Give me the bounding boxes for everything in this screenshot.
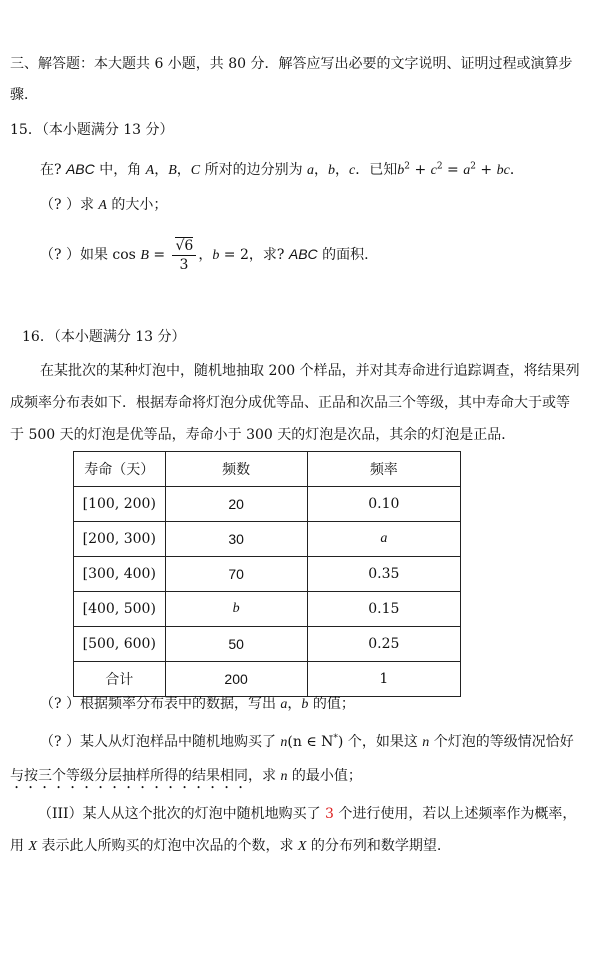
var-X: X [28,839,38,854]
table-row [74,592,461,627]
q16-part3-line2 [10,836,441,857]
q16-part1-text: （? ）根据频率分布表中的数据，写出 [40,696,281,712]
table-row [74,487,461,522]
q16-part3-text: 用 [10,838,29,854]
q16-part3-line1 [38,804,576,824]
var-A: A [98,198,107,213]
q15-part2-text: （? ）如果 cos [40,247,141,263]
frequency-table [73,451,461,697]
var-b: b [212,248,220,263]
q15-part1 [40,195,167,216]
table-cell: [100, 200) [74,487,166,522]
eq-equals: = [442,162,464,178]
table-cell: 70 [165,557,307,592]
table-cell: 0.10 [307,487,460,522]
table-cell: 合计 [74,662,166,697]
table-cell: 0.25 [307,627,460,662]
table-cell: 30 [165,522,307,557]
q15-stem [40,159,524,181]
emphasized-text: 与按三个等级分层抽样所得的结果相同 [10,768,248,784]
paren-close: ) [337,734,344,750]
table-cell: 20 [165,487,307,522]
table-cell: 0.35 [307,557,460,592]
var-b: b [328,163,336,178]
table-cell: 200 [165,662,307,697]
eq-a: a [463,163,471,178]
q15-part1-text: 的大小； [106,197,168,213]
fraction-denominator: 3 [179,256,189,273]
var-a: a [280,697,288,712]
table-cell: [400, 500) [74,592,166,627]
eq-c: c [430,163,437,178]
q15-part2 [40,234,369,274]
table-header-row [74,452,461,487]
table-cell: 50 [165,627,307,662]
fraction-sqrt6-over-3 [172,237,197,274]
q16-part2-text: ，求 [248,768,281,784]
comma: ， [154,162,169,178]
q16-part1 [40,694,355,715]
table-row [74,557,461,592]
q16-part2-text: 的最小值； [287,768,362,784]
eq-equals: = [148,247,170,263]
q15-stem-text: 在? [40,162,66,178]
period: ． [509,162,524,178]
q16-intro-line3: 于 500 天的灯泡是优等品，寿命小于 300 天的灯泡是次品，其余的灯泡是正品． [10,427,516,443]
section-heading-cont: 骤． [10,87,38,103]
section-heading: 三、解答题：本大题共 6 小题，共 80 分．解答应写出必要的文字说明、证明过程或演算步 [10,56,573,72]
q15-stem-text: 中，角 [94,162,146,178]
var-X: X [297,839,307,854]
comma: ， [335,162,350,178]
q16-part2-line1 [40,732,574,753]
superscript-star: * [333,733,338,744]
table-cell: b [165,592,307,627]
table-row [74,522,461,557]
comma: ， [198,247,213,263]
table-cell: a [307,522,460,557]
q16-part3-text: （III）某人从这个批次的灯泡中随机地购买了 [38,806,326,822]
q16-part2-text: （? ）某人从灯泡样品中随机地购买了 [40,734,281,750]
q15-stem-text: 所对的边分别为 [200,162,308,178]
var-A: A [145,163,155,178]
var-C: C [190,163,201,178]
table-row [74,662,461,697]
var-n: n [422,735,430,750]
q16-part1-text: 的值； [308,696,355,712]
table-header-cell: 寿命（天） [74,452,166,487]
q16-part3-text: 个进行使用，若以上述频率作为概率， [333,806,577,822]
triangle-abc: ABC [288,246,318,262]
table-row [74,627,461,662]
var-B: B [168,163,177,178]
eq-plus: + [475,162,497,178]
highlighted-number: 3 [325,806,334,822]
q15-part2-text: ，求? [248,247,289,263]
comma: ， [314,162,329,178]
table-header-cell: 频数 [165,452,307,487]
q15-header: 15．（本小题满分 13 分） [10,122,174,138]
n-in-naturals: (n ∈ N [287,734,334,750]
table-cell: [200, 300) [74,522,166,557]
q15-stem-text: ．已知 [355,162,398,178]
q15-part1-text: （? ）求 [40,197,99,213]
eq-sq: 2 [470,161,476,172]
var-c: c [349,163,356,178]
q16-part2-text: 个，如果这 [343,734,423,750]
q16-part3-text: 表示此人所购买的灯泡中次品的个数，求 [37,838,298,854]
eq-b-value: = 2 [219,247,249,263]
q15-part2-text: 的面积. [317,247,369,263]
q16-part3-text: 的分布列和数学期望. [306,838,442,854]
table-header-cell: 频率 [307,452,460,487]
var-b: b [301,697,309,712]
comma: ， [287,696,302,712]
q16-intro-line2: 成频率分布表如下．根据寿命将灯泡分成优等品、正品和次品三个等级，其中寿命大于或等 [10,395,570,411]
comma: ， [176,162,191,178]
var-a: a [307,163,315,178]
q16-part2-line2 [10,766,362,792]
var-n: n [280,769,288,784]
var-B: B [140,248,149,263]
table-cell: 0.15 [307,592,460,627]
sqrt-6: √6 [175,237,194,254]
eq-plus: + [410,162,431,178]
eq-b: b [397,163,405,178]
q16-header: 16．（本小题满分 13 分） [22,329,186,345]
q16-intro-line1: 在某批次的某种灯泡中，随机地抽取 200 个样品，并对其寿命进行追踪调查，将结果列 [40,363,580,379]
table-cell: [300, 400) [74,557,166,592]
var-n: n [280,735,288,750]
triangle-abc: ABC [65,161,95,177]
eq-sq: 2 [436,161,443,172]
table-cell: 1 [307,662,460,697]
table-cell: [500, 600) [74,627,166,662]
fraction-numerator [172,237,197,256]
eq-bc: bc [496,163,510,178]
q16-part2-text: 个灯泡的等级情况恰好 [429,734,574,750]
eq-sq: 2 [404,161,410,172]
